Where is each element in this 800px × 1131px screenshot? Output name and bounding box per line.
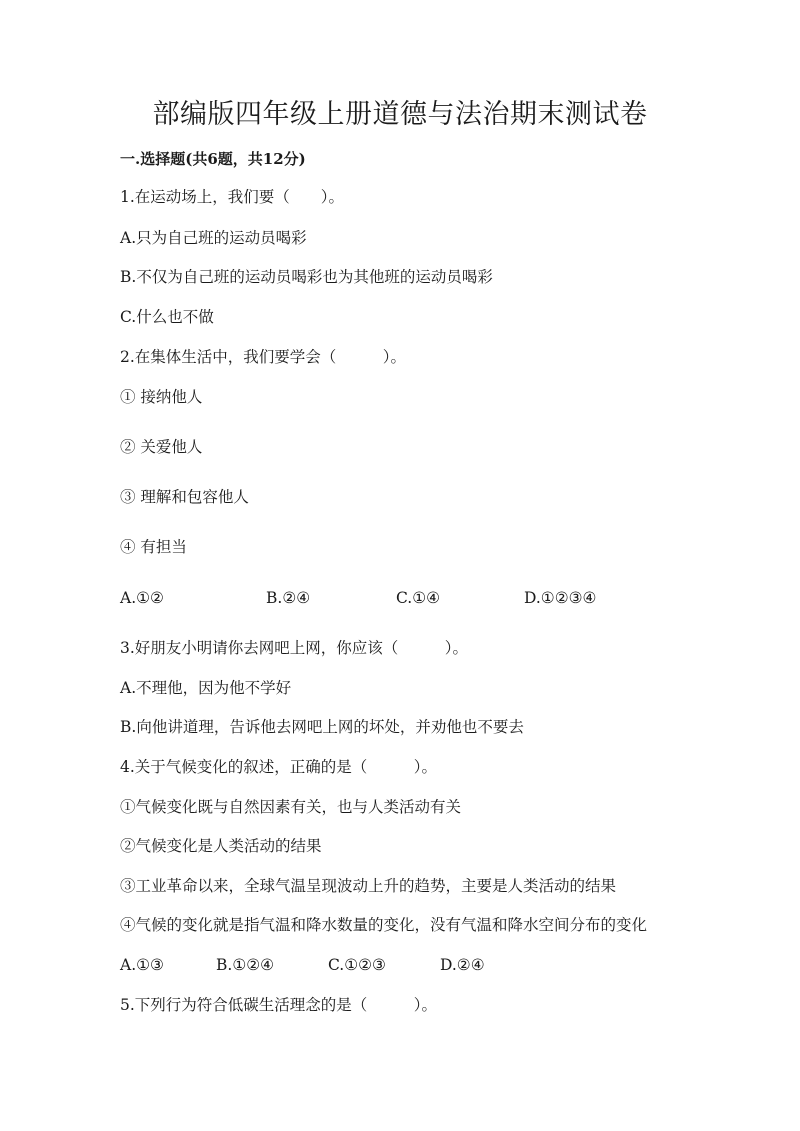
- question-3-option-a: A.不理他，因为他不学好: [120, 679, 292, 697]
- question-4-item-3: ③工业革命以来，全球气温呈现波动上升的趋势，主要是人类活动的结果: [120, 877, 617, 895]
- question-4-option-b: B.①②④: [216, 956, 275, 974]
- question-2-item-1: ① 接纳他人: [120, 388, 203, 406]
- question-1-option-b: B.不仅为自己班的运动员喝彩也为其他班的运动员喝彩: [120, 268, 493, 286]
- question-2-item-2: ② 关爱他人: [120, 438, 203, 456]
- question-2-option-a: A.①②: [120, 589, 164, 607]
- question-2-stem: 2.在集体生活中，我们要学会（ ）。: [120, 348, 407, 366]
- question-4-item-1: ①气候变化既与自然因素有关，也与人类活动有关: [120, 798, 462, 816]
- question-4-option-c: C.①②③: [328, 956, 386, 974]
- question-1-stem: 1.在运动场上，我们要（ ）。: [120, 188, 345, 206]
- page-title: 部编版四年级上册道德与法治期末测试卷: [152, 99, 648, 130]
- question-3-option-b: B.向他讲道理，告诉他去网吧上网的坏处，并劝他也不要去: [120, 718, 524, 736]
- section-heading: 一.选择题(共6题，共12分): [120, 150, 306, 168]
- question-3-stem: 3.好朋友小明请你去网吧上网，你应该（ ）。: [120, 639, 469, 657]
- question-4-options: [120, 955, 680, 975]
- question-4-option-a: A.①③: [120, 956, 164, 974]
- question-5-stem: 5.下列行为符合低碳生活理念的是（ ）。: [120, 996, 438, 1014]
- question-2-item-4: ④ 有担当: [120, 538, 187, 556]
- question-1-option-c: C.什么也不做: [120, 308, 214, 326]
- question-2-options: [120, 588, 680, 608]
- question-2-item-3: ③ 理解和包容他人: [120, 488, 249, 506]
- question-2-option-d: D.①②③④: [524, 589, 597, 607]
- question-4-stem: 4.关于气候变化的叙述，正确的是（ ）。: [120, 758, 438, 776]
- question-4-item-2: ②气候变化是人类活动的结果: [120, 837, 322, 855]
- question-2-option-b: B.②④: [266, 589, 311, 607]
- question-4-option-d: D.②④: [440, 956, 485, 974]
- question-2-option-c: C.①④: [396, 589, 441, 607]
- question-1-option-a: A.只为自己班的运动员喝彩: [120, 229, 307, 247]
- question-4-item-4: ④气候的变化就是指气温和降水数量的变化，没有气温和降水空间分布的变化: [120, 916, 648, 934]
